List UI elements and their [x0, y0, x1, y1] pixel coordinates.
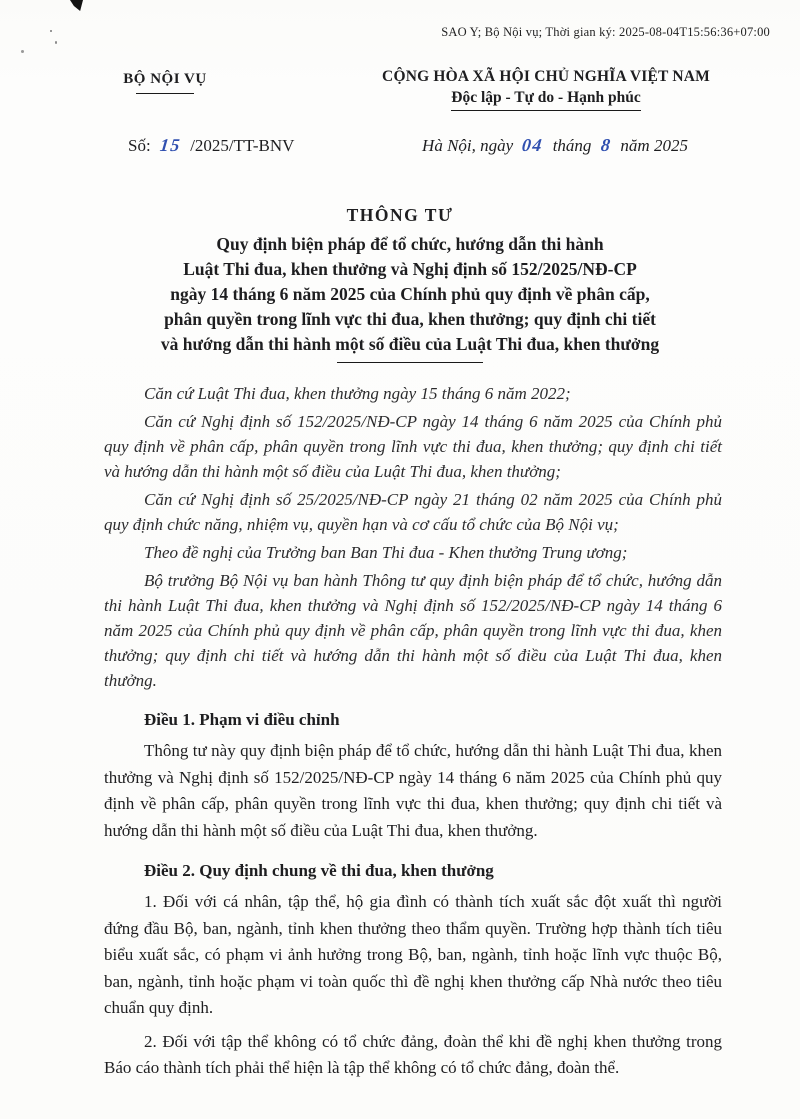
- article-2: [104, 859, 722, 1082]
- handwritten-month: 8: [599, 135, 613, 155]
- document-title: [100, 232, 720, 363]
- title-line: Luật Thi đua, khen thưởng và Nghị định số 152/2025/NĐ-CP: [183, 259, 637, 279]
- document-body: [104, 381, 722, 1089]
- article-2-heading: Điều 2. Quy định chung về thi đua, khen thưởng: [144, 861, 494, 880]
- article-1: [104, 708, 722, 844]
- document-number-prefix: Số:: [128, 136, 151, 155]
- scan-speck: [50, 30, 52, 32]
- preamble-citation: Căn cứ Nghị định số 25/2025/NĐ-CP ngày 21 tháng 02 năm 2025 của Chính phủ quy định chức năng, nhiệm vụ, quyền hạn và cơ cấu tổ chức của Bộ Nội vụ;: [104, 490, 722, 534]
- national-header-block: [330, 68, 800, 111]
- preamble-enactment: Bộ trưởng Bộ Nội vụ ban hành Thông tư quy định biện pháp để tổ chức, hướng dẫn thi hành Luật Thi đua, khen thưởng và Nghị định số 152/2025/NĐ-CP ngày 14 tháng 6 năm 2025 của Chính phủ quy định về phân cấp, phân quyền trong lĩnh vực thi đua, khen thưởng; quy định chi tiết và hướng dẫn thi hành một số điều của Luật Thi đua, khen thưởng.: [104, 571, 722, 690]
- letterhead: [0, 68, 800, 111]
- issuing-agency-name: BỘ NỘI VỤ: [123, 71, 207, 87]
- title-line: và hướng dẫn thi hành một số điều của Luật Thi đua, khen thưởng: [160, 334, 660, 354]
- title-underline: [337, 362, 483, 363]
- preamble-citation: Căn cứ Nghị định số 152/2025/NĐ-CP ngày 14 tháng 6 năm 2025 của Chính phủ quy định về phân cấp, phân quyền trong lĩnh vực thi đua, khen thưởng; quy định chi tiết và hướng dẫn thi hành một số điều của Luật Thi đua, khen thưởng;: [104, 412, 722, 481]
- national-motto: Độc lập - Tự do - Hạnh phúc: [451, 89, 640, 111]
- document-type-heading: THÔNG TƯ: [346, 205, 454, 225]
- article-1-paragraph: Thông tư này quy định biện pháp để tổ chức, hướng dẫn thi hành Luật Thi đua, khen thưởng và Nghị định số 152/2025/NĐ-CP ngày 14 tháng 6 năm 2025 của Chính phủ quy định về phân cấp, phân quyền trong lĩnh vực thi đua, khen thưởng; quy định chi tiết và hướng dẫn thi hành một số điều của Luật Thi đua, khen thưởng.: [104, 741, 722, 840]
- preamble: [104, 381, 722, 693]
- scan-artifact-corner: [70, 0, 83, 11]
- national-title: CỘNG HÒA XÃ HỘI CHỦ NGHĨA VIỆT NAM: [382, 68, 710, 85]
- document-number-suffix: /2025/TT-BNV: [190, 136, 295, 155]
- place-and-date: [330, 135, 800, 156]
- place-date-prefix: Hà Nội, ngày: [422, 136, 514, 155]
- handwritten-day: 04: [521, 135, 545, 155]
- article-2-paragraph: 2. Đối với tập thể không có tổ chức đảng, đoàn thể khi đề nghị khen thưởng trong Báo cáo thành tích phải thể hiện là tập thể không có tổ chức đảng, đoàn thể.: [104, 1031, 722, 1077]
- scan-speck: [21, 50, 24, 53]
- reference-row: [0, 135, 800, 156]
- title-line: phân quyền trong lĩnh vực thi đua, khen thưởng; quy định chi tiết: [164, 309, 656, 329]
- year-suffix: năm 2025: [620, 136, 688, 155]
- preamble-citation: Căn cứ Luật Thi đua, khen thưởng ngày 15 tháng 6 năm 2022;: [144, 384, 571, 403]
- preamble-proposal: Theo đề nghị của Trưởng ban Ban Thi đua - Khen thưởng Trung ương;: [144, 543, 628, 562]
- title-line: Quy định biện pháp để tổ chức, hướng dẫn thi hành: [216, 234, 604, 254]
- article-1-heading: Điều 1. Phạm vi điều chỉnh: [144, 710, 340, 729]
- issuing-agency-block: [0, 68, 330, 94]
- scan-speck: [55, 41, 57, 44]
- document-number: [0, 135, 330, 156]
- handwritten-number: 15: [158, 135, 183, 155]
- month-word: tháng: [552, 136, 592, 155]
- agency-underline: [136, 93, 194, 94]
- article-2-paragraph: 1. Đối với cá nhân, tập thể, hộ gia đình có thành tích xuất sắc đột xuất thì người đứng đầu Bộ, ban, ngành, tỉnh khen thưởng theo thẩm quyền. Trường hợp thành tích tiêu biểu xuất sắc, có phạm vi ảnh hưởng trong Bộ, ban, ngành, tỉnh hoặc lĩnh vực thuộc Bộ, ban, ngành, tỉnh hoặc phạm vi toàn quốc thì đề nghị khen thưởng cấp Nhà nước theo tiêu chuẩn quy định.: [104, 892, 722, 1017]
- digital-signature-stamp: SAO Y; Bộ Nội vụ; Thời gian ký: 2025-08-04T15:56:36+07:00: [441, 25, 770, 39]
- title-line: ngày 14 tháng 6 năm 2025 của Chính phủ quy định về phân cấp,: [170, 284, 650, 304]
